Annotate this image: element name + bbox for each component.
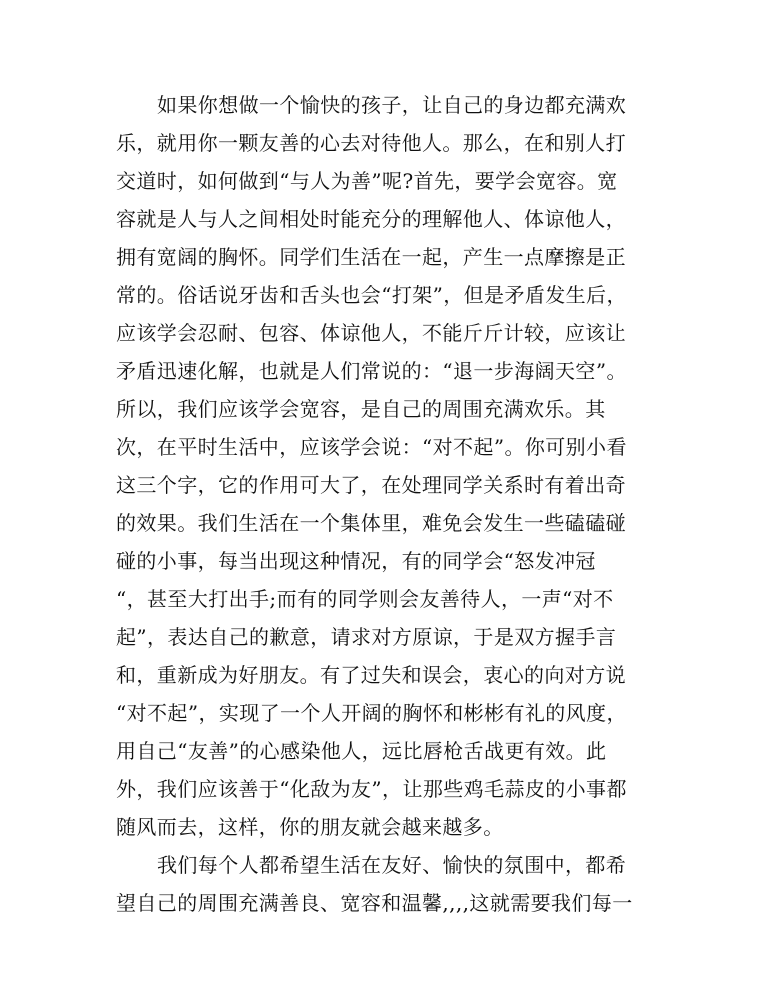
paragraph-1-line-12: 的效果。我们生活在一个集体里，难免会发生一些磕磕碰 [116,511,626,535]
paragraph-1-line-2: 乐，就用你一颗友善的心去对待他人。那么，在和别人打 [116,131,626,155]
essay-body [116,86,646,922]
paragraph-1-line-16: 和，重新成为好朋友。有了过失和误会，衷心的向对方说 [116,663,626,687]
paragraph-1-line-11: 这三个字，它的作用可大了，在处理同学关系时有着出奇 [116,473,626,497]
paragraph-1-line-1: 如果你想做一个愉快的孩子，让自己的身边都充满欢 [157,93,627,117]
paragraph-1-line-17: “对不起”，实现了一个人开阔的胸怀和彬彬有礼的风度， [116,701,627,725]
paragraph-1-line-14: “，甚至大打出手;而有的同学则会友善待人，一声“对不 [116,587,614,611]
paragraph-2-line-1: 我们每个人都希望生活在友好、愉快的氛围中，都希 [157,853,627,877]
paragraph-1-line-7: 应该学会忍耐、包容、体谅他人，不能斤斤计较，应该让 [116,321,626,345]
paragraph-1-line-3: 交道时，如何做到“与人为善”呢?首先，要学会宽容。宽 [116,169,618,193]
paragraph-2-line-2: 望自己的周围充满善良、宽容和温馨,,,,这就需要我们每一 [116,891,633,915]
paragraph-1-line-5: 拥有宽阔的胸怀。同学们生活在一起，产生一点摩擦是正 [116,245,626,269]
paragraph-1-line-4: 容就是人与人之间相处时能充分的理解他人、体谅他人， [116,207,626,231]
paragraph-1-line-8: 矛盾迅速化解，也就是人们常说的：“退一步海阔天空”。 [116,359,627,383]
paragraph-1-line-15: 起”，表达自己的歉意，请求对方原谅，于是双方握手言 [116,625,617,649]
paragraph-1-line-9: 所以，我们应该学会宽容，是自己的周围充满欢乐。其 [116,397,606,421]
paragraph-1-line-13: 碰的小事，每当出现这种情况，有的同学会“怒发冲冠 [116,549,596,573]
paragraph-1-line-10: 次，在平时生活中，应该学会说：“对不起”。你可别小看 [116,435,627,459]
paragraph-1-line-20: 随风而去，这样，你的朋友就会越来越多。 [116,815,504,839]
paragraph-1-line-6: 常的。俗话说牙齿和舌头也会“打架”，但是矛盾发生后， [116,283,627,307]
paragraph-1-line-18: 用自己“友善”的心感染他人，远比唇枪舌战更有效。此 [116,739,607,763]
paragraph-1-line-19: 外，我们应该善于“化敌为友”，让那些鸡毛蒜皮的小事都 [116,777,627,801]
